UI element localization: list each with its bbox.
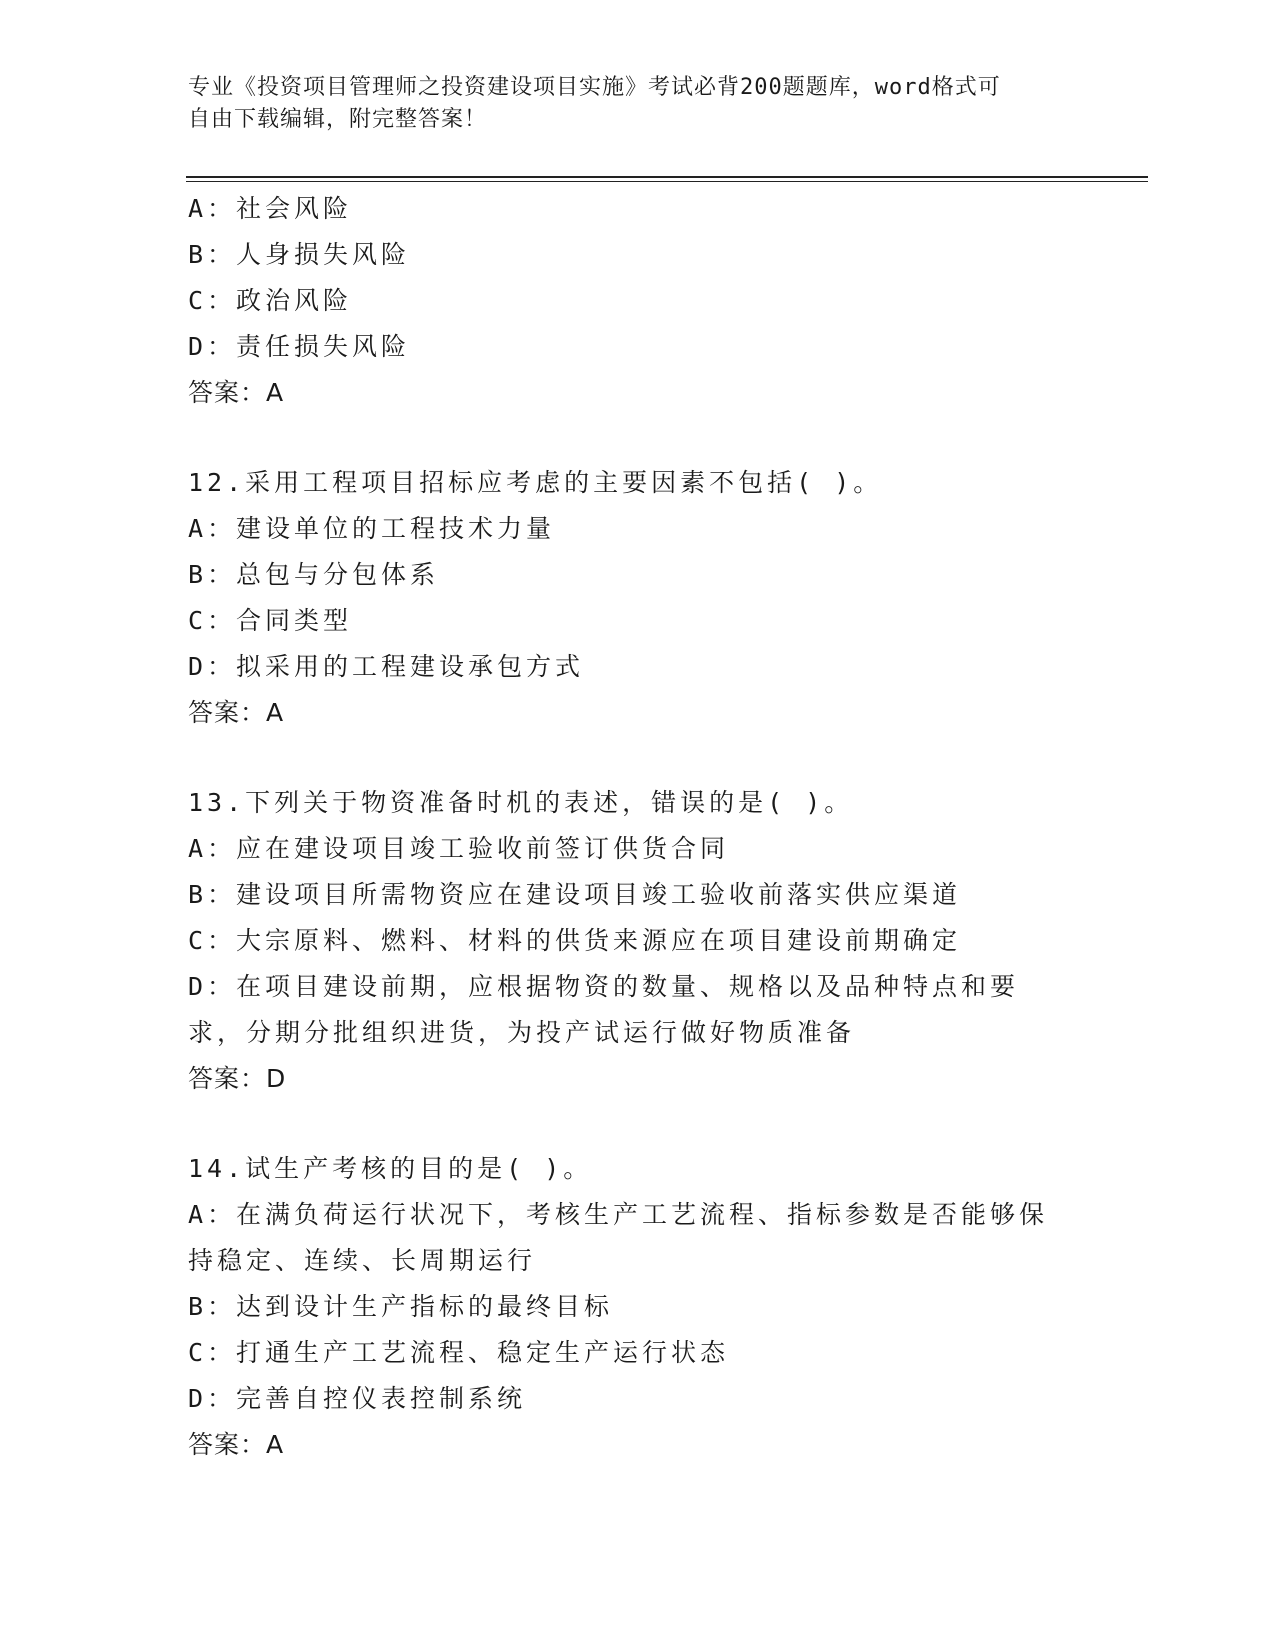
option-c: C：打通生产工艺流程、稳定生产运行状态 xyxy=(188,1338,730,1367)
option-b: B：达到设计生产指标的最终目标 xyxy=(188,1292,614,1321)
question-block-13 xyxy=(188,780,1088,1102)
option-d: D：责任损失风险 xyxy=(188,332,411,361)
question-block-14 xyxy=(188,1146,1088,1468)
header-divider-thick xyxy=(186,176,1148,178)
option-c: C：合同类型 xyxy=(188,606,353,635)
option-a: A：应在建设项目竣工验收前签订供货合同 xyxy=(188,834,730,863)
option-a: A：社会风险 xyxy=(188,194,353,223)
question-stem: 12.采用工程项目招标应考虑的主要因素不包括( )。 xyxy=(188,468,883,497)
document-header xyxy=(188,72,1068,136)
answer: 答案：D xyxy=(188,1064,287,1093)
option-a: A：建设单位的工程技术力量 xyxy=(188,514,556,543)
option-b: B：总包与分包体系 xyxy=(188,560,440,589)
question-block-11 xyxy=(188,186,1088,416)
option-b: B：人身损失风险 xyxy=(188,240,411,269)
header-divider-thin xyxy=(186,181,1148,182)
answer: 答案：A xyxy=(188,1430,285,1459)
question-list xyxy=(188,186,1088,1468)
option-c: C：大宗原料、燃料、材料的供货来源应在项目建设前期确定 xyxy=(188,926,962,955)
question-stem: 13.下列关于物资准备时机的表述，错误的是( )。 xyxy=(188,788,854,817)
option-b: B：建设项目所需物资应在建设项目竣工验收前落实供应渠道 xyxy=(188,880,962,909)
option-d: D：完善自控仪表控制系统 xyxy=(188,1384,527,1413)
question-stem: 14.试生产考核的目的是( )。 xyxy=(188,1154,593,1183)
header-line-2: 自由下载编辑，附完整答案！ xyxy=(188,107,488,132)
header-line-1: 专业《投资项目管理师之投资建设项目实施》考试必背200题题库，word格式可 xyxy=(188,75,1001,100)
option-c: C：政治风险 xyxy=(188,286,353,315)
answer: 答案：A xyxy=(188,378,285,407)
option-a: A：在满负荷运行状况下，考核生产工艺流程、指标参数是否能够保持稳定、连续、长周期运行 xyxy=(188,1200,1049,1275)
answer: 答案：A xyxy=(188,698,285,727)
question-block-12 xyxy=(188,460,1088,736)
option-d: D：在项目建设前期，应根据物资的数量、规格以及品种特点和要求，分期分批组织进货，为投产试运行做好物质准备 xyxy=(188,972,1020,1047)
option-d: D：拟采用的工程建设承包方式 xyxy=(188,652,585,681)
